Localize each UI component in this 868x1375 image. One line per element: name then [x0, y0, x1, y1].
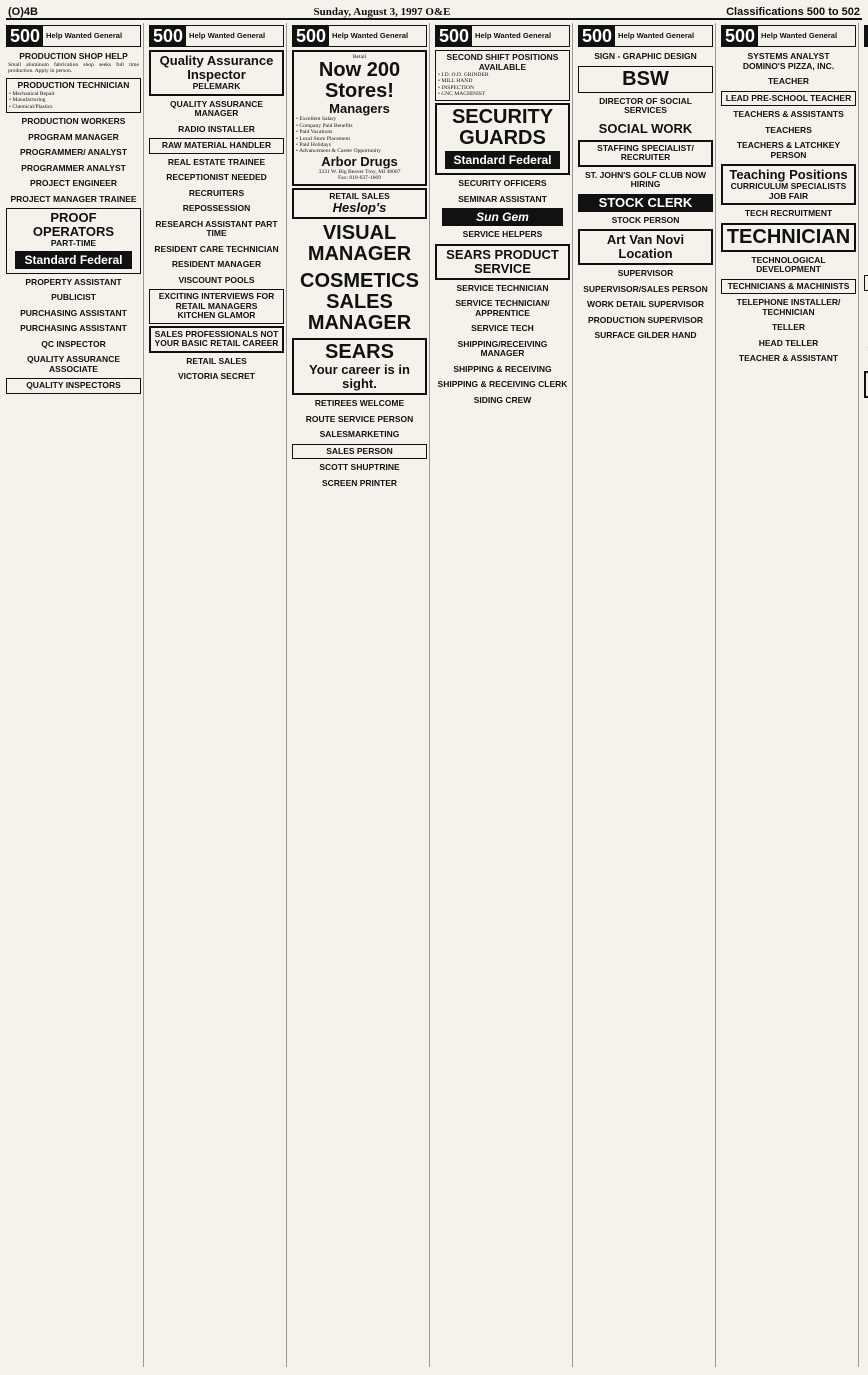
ad-st-johns-golf: ST. JOHN'S GOLF CLUB NOW HIRING	[584, 169, 707, 189]
ad-sears: SEARS Your career is in sight.	[292, 338, 427, 395]
ad-programmer-analyst-2: PROGRAMMER ANALYST	[21, 162, 126, 173]
page-header	[6, 4, 862, 20]
ad-technicians-machinists: TECHNICIANS & MACHINISTS	[721, 279, 856, 295]
ad-trainer	[864, 97, 868, 115]
column-7	[864, 23, 868, 1367]
ad-teller: TELLER	[771, 322, 806, 332]
ad-raw-material-handler: RAW MATERIAL HANDLER	[149, 138, 284, 154]
ad-service-technician: SERVICE TECHNICIAN	[456, 282, 549, 293]
ad-programmer-analyst: PROGRAMMER/ ANALYST	[19, 147, 128, 158]
ad-travel-agent-2	[864, 148, 868, 162]
ad-lead-preschool-teacher: LEAD PRE-SCHOOL TEACHER	[721, 91, 856, 107]
column-3	[292, 23, 430, 1367]
ad-list: • I.D. O.D. GRINDER • MILL HAND • INSPECTION • CNC MACHINIST	[438, 72, 489, 98]
ad-victoria-secret: VICTORIA SECRET	[178, 371, 255, 381]
ad-teachers: TEACHERS	[765, 124, 812, 135]
ad-travel-agency-manager	[864, 117, 868, 131]
section-header: 500 Help Wanted General	[721, 25, 856, 47]
ad-research-assistant: RESEARCH ASSISTANT PART TIME	[155, 218, 278, 238]
ad-salesmarketing: SALESMARKETING	[319, 429, 400, 440]
ad-service-tech-apprentice: SERVICE TECHNICIAN/ APPRENTICE	[455, 298, 550, 318]
ad-project-engineer: PROJECT ENGINEER	[30, 178, 117, 189]
header-date: Sunday, August 3, 1997 O&E	[313, 6, 451, 18]
ad-list: • Mechanical Repair • Manufacturing • Chemical/Plastics	[9, 90, 55, 110]
ad-teaching-positions: Teaching Positions CURRICULUM SPECIALISTS JOB FAIR	[721, 164, 856, 205]
ad-toolmaker	[864, 81, 868, 95]
ad-second-shift: SECOND SHIFT POSITIONS AVAILABLE • I.D. O.D. GRINDER • MILL HAND • INSPECTION • CNC MACHINIST	[435, 50, 570, 101]
ad-retail-managers: EXCITING INTERVIEWS FOR RETAIL MANAGERS KITCHEN GLAMOR	[149, 289, 284, 324]
ad-volunteer	[864, 275, 868, 291]
ad-property-assistant: PROPERTY ASSISTANT	[25, 276, 122, 287]
ad-service-helpers: SERVICE HELPERS	[462, 229, 543, 240]
ad-real-estate-trainee: REAL ESTATE TRAINEE	[167, 156, 266, 167]
ad-screen-printer: SCREEN PRINTER	[321, 477, 398, 488]
ad-bsw: BSW	[578, 66, 713, 93]
ad-teachers-latchkey: TEACHERS & LATCHKEY PERSON	[736, 140, 841, 160]
ad-project-manager-trainee: PROJECT MANAGER TRAINEE	[10, 193, 137, 204]
ad-teacher-assistant: TEACHER & ASSISTANT	[738, 353, 839, 363]
ad-stock-clerk: STOCK CLERK	[578, 194, 713, 212]
ad-security-officers: SECURITY OFFICERS	[458, 178, 547, 189]
ad-surface-gilder: SURFACE GILDER HAND	[594, 330, 697, 340]
ad-production-technician: PRODUCTION TECHNICIAN • Mechanical Repair • Manufacturing • Chemical/Plastics	[6, 78, 141, 113]
ad-work-detail-supervisor: WORK DETAIL SUPERVISOR	[586, 299, 705, 309]
ad-radio-installer: RADIO INSTALLER	[178, 123, 255, 134]
ad-siding-crew: SIDING CREW	[473, 394, 532, 405]
ad-qa-manager: QUALITY ASSURANCE MANAGER	[169, 98, 264, 118]
ad-arbor-drugs: Retail Now 200 Stores! Managers • Excellent Salary • Company Paid Benefits • Paid Vacations • Local Store Placement • Paid Holidays • Advancement & Career Opportunity Arbor Drugs 3331 W. Big Beaver Troy, MI 48007 Fax: 810-637-1669	[292, 50, 427, 186]
header-classifications: Classifications 500 to 502	[726, 6, 860, 18]
ad-head-teller: HEAD TELLER	[758, 337, 819, 348]
ad-sales-person: SALES PERSON	[292, 444, 427, 460]
ad-systems-analyst: SYSTEMS ANALYST DOMINO'S PIZZA, INC.	[742, 51, 835, 71]
ad-production-workers: PRODUCTION WORKERS	[21, 116, 126, 127]
ad-telephone-installer: TELEPHONE INSTALLER/ TECHNICIAN	[736, 297, 841, 317]
ad-staffing-specialist: STAFFING SPECIALIST/ RECRUITER	[578, 140, 713, 167]
column-5	[578, 23, 716, 1367]
ad-list: • Excellent Salary • Company Paid Benefits • Paid Vacations • Local Store Placement • Paid Holidays • Advancement & Career Opportunity	[296, 116, 381, 155]
column-4	[435, 23, 573, 1367]
ad-repossession: REPOSSESSION	[182, 203, 251, 213]
ad-truck-driver-warehouse	[864, 371, 868, 398]
ad-heslops: RETAIL SALES Heslop's	[292, 188, 427, 220]
standard-federal-logo: Standard Federal	[445, 151, 559, 169]
ad-quality-assurance-inspector: Quality Assurance Inspector PELEMARK	[149, 50, 284, 96]
ad-publicist: PUBLICIST	[51, 292, 96, 303]
ad-travel-agent	[864, 132, 868, 146]
ad-tech-development: TECHNOLOGICAL DEVELOPMENT	[751, 254, 826, 274]
ad-service-tech: SERVICE TECH	[471, 323, 534, 334]
ad-wanted-servers	[864, 293, 868, 369]
ad-production-supervisor: PRODUCTION SUPERVISOR	[587, 314, 704, 325]
ad-recruiters: RECRUITERS	[188, 187, 245, 198]
section-header	[864, 25, 868, 47]
ad-technician: TECHNICIAN	[721, 223, 856, 252]
section-header: 500 Help Wanted General	[6, 25, 141, 47]
ad-telemarketing	[864, 50, 868, 64]
ad-shipping-receiving: SHIPPING & RECEIVING	[453, 363, 552, 374]
ad-tree-climbers	[864, 163, 868, 177]
ad-viscount-pools: VISCOUNT POOLS	[178, 274, 255, 285]
ad-visual-manager: VISUAL MANAGER	[307, 222, 412, 266]
ad-route-service-person: ROUTE SERVICE PERSON	[305, 413, 414, 424]
ad-tech-recruitment: TECH RECRUITMENT	[744, 208, 833, 218]
ad-art-van: Art Van Novi Location	[578, 229, 713, 265]
column-1	[6, 23, 144, 1367]
ad-director-social-services: DIRECTOR OF SOCIAL SERVICES	[599, 95, 692, 115]
section-header: 500 Help Wanted General	[292, 25, 427, 47]
ad-proof-operators: PROOF OPERATORS PART-TIME Standard Federal	[6, 208, 141, 274]
ad-retail-sales: RETAIL SALES	[186, 355, 247, 366]
ad-scott-shuptrine: SCOTT SHUPTRINE	[319, 462, 400, 473]
ad-supervisor: SUPERVISOR	[617, 268, 674, 278]
ad-security-guards: SECURITY GUARDS Standard Federal	[435, 103, 570, 175]
column-6	[721, 23, 859, 1367]
ad-receptionist: RECEPTIONIST NEEDED	[166, 172, 267, 182]
header-left: (O)4B	[8, 6, 38, 18]
sun-gem-logo: Sun Gem	[442, 208, 564, 226]
ad-teller-2	[864, 400, 868, 414]
ad-program-manager: PROGRAM MANAGER	[28, 131, 119, 142]
section-header: 500 Help Wanted General	[149, 25, 284, 47]
ad-resident-care-tech: RESIDENT CARE TECHNICIAN	[154, 243, 279, 254]
ad-quality-inspectors: QUALITY INSPECTORS	[6, 378, 141, 394]
standard-federal-logo: Standard Federal	[15, 251, 131, 269]
ad-supervisor-sales: SUPERVISOR/SALES PERSON	[583, 283, 708, 294]
ad-resident-manager: RESIDENT MANAGER	[171, 259, 262, 269]
ad-sales-professionals: SALES PROFESSIONALS NOT YOUR BASIC RETAIL CAREER	[149, 326, 284, 353]
ad-sign-graphic-design: SIGN - GRAPHIC DESIGN	[594, 51, 697, 61]
ad-valet	[864, 219, 868, 233]
ad-van-driver	[864, 235, 868, 249]
ad-underground-construction	[864, 194, 868, 217]
ad-truck-driver	[864, 179, 868, 193]
ad-tile-person	[864, 66, 868, 80]
ad-purchasing-assistant: PURCHASING ASSISTANT	[20, 307, 127, 318]
ad-sears-product-service: SEARS PRODUCT SERVICE	[435, 244, 570, 280]
ad-vet-assistant	[864, 250, 868, 273]
ad-qc-inspector: QC INSPECTOR	[41, 338, 106, 349]
section-header: 500 Help Wanted General	[435, 25, 570, 47]
ad-teachers-assistants: TEACHERS & ASSISTANTS	[733, 109, 844, 119]
ad-teacher: TEACHER	[767, 76, 810, 86]
columns	[6, 23, 862, 1367]
ad-quality-assurance-associate: QUALITY ASSURANCE ASSOCIATE	[26, 354, 121, 374]
ad-retirees-welcome: RETIREES WELCOME	[314, 398, 405, 409]
ad-stock-person: STOCK PERSON	[611, 214, 680, 225]
column-2	[149, 23, 287, 1367]
ad-seminar-assistant: SEMINAR ASSISTANT	[458, 193, 547, 204]
section-header: 500 Help Wanted General	[578, 25, 713, 47]
ad-social-work: SOCIAL WORK	[598, 120, 693, 136]
ad-shipping-receiving-manager: SHIPPING/RECEIVING MANAGER	[457, 338, 548, 359]
ad-production-shop-help: PRODUCTION SHOP HELP Small aluminum fabrication shop seeks full time production. Apply in person.	[8, 51, 139, 74]
ad-shipping-receiving-clerk: SHIPPING & RECEIVING CLERK	[437, 379, 568, 390]
ad-cosmetics-sales-manager: COSMETICS SALES MANAGER	[300, 270, 419, 335]
ad-purchasing-assistant-2: PURCHASING ASSISTANT	[20, 323, 127, 334]
